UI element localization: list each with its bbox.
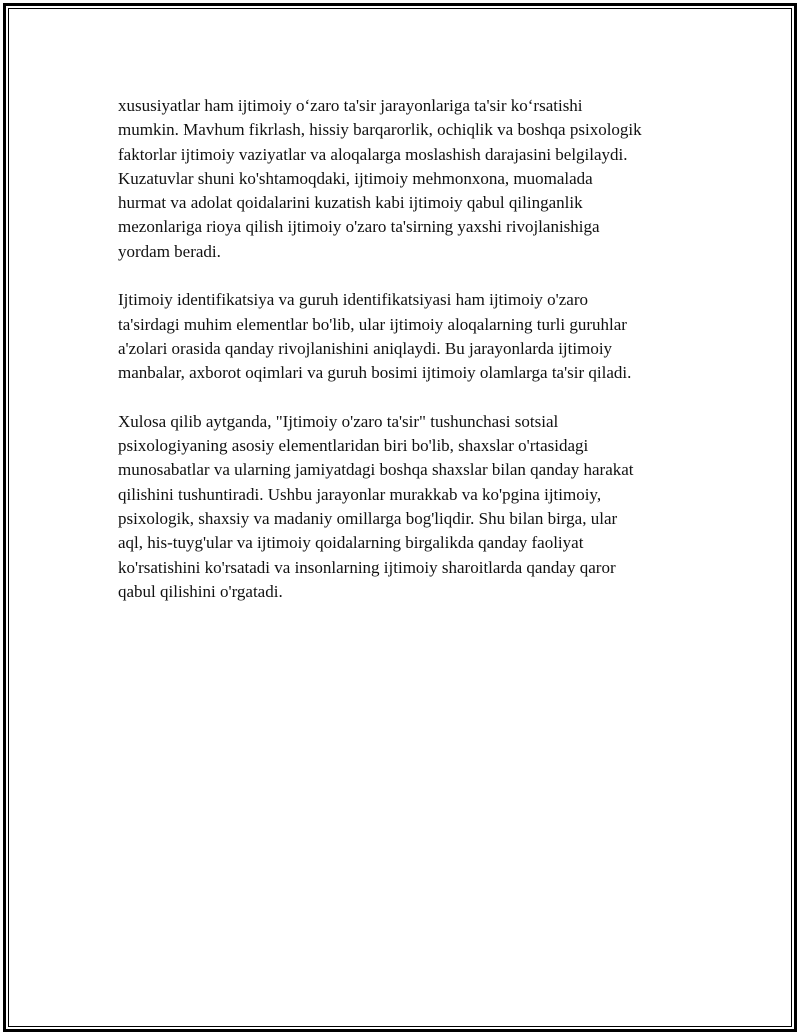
text-line: aql, his-tuyg'ular va ijtimoiy qoidalarning birgalikda qanday faoliyat [118,533,584,553]
text-line: mezonlariga rioya qilish ijtimoiy o'zaro ta'sirning yaxshi rivojlanishiga [118,217,600,237]
text-line: mumkin. Mavhum fikrlash, hissiy barqarorlik, ochiqlik va boshqa psixologik [118,120,642,140]
text-line: faktorlar ijtimoiy vaziyatlar va aloqalarga moslashish darajasini belgilaydi. [118,144,628,164]
text-line: psixologik, shaxsiy va madaniy omillarga bog'liqdir. Shu bilan birga, ular [118,509,618,529]
text-line: hurmat va adolat qoidalarini kuzatish kabi ijtimoiy qabul qilinganlik [118,193,583,213]
text-line: ta'sirdagi muhim elementlar bo'lib, ular ijtimoiy aloqalarning turli guruhlar [118,314,627,334]
paragraph-conclusion [118,410,718,604]
text-line: manbalar, axborot oqimlari va guruh bosimi ijtimoiy olamlarga ta'sir qiladi. [118,363,632,383]
text-line: xususiyatlar ham ijtimoiy o‘zaro ta'sir jarayonlariga ta'sir ko‘rsatishi [118,96,583,115]
text-line: psixologiyaning asosiy elementlaridan biri bo'lib, shaxslar o'rtasidagi [118,436,589,456]
document-body [118,94,718,629]
text-line: yordam beradi. [118,241,221,261]
text-line: qabul qilishini o'rgatadi. [118,581,283,601]
paragraph-identification [118,288,718,385]
text-line: ko'rsatishini ko'rsatadi va insonlarning ijtimoiy sharoitlarda qanday qaror [118,557,616,577]
text-line: Ijtimoiy identifikatsiya va guruh identifikatsiyasi ham ijtimoiy o'zaro [118,290,588,310]
text-line: Kuzatuvlar shuni ko'shtamoqdaki, ijtimoiy mehmonxona, muomalada [118,168,593,188]
text-line: Xulosa qilib aytganda, "Ijtimoiy o'zaro ta'sir" tushunchasi sotsial [118,411,559,431]
text-line: munosabatlar va ularning jamiyatdagi boshqa shaxslar bilan qanday harakat [118,460,634,480]
text-line: a'zolari orasida qanday rivojlanishini aniqlaydi. Bu jarayonlarda ijtimoiy [118,338,613,358]
paragraph-personality-factors [118,94,718,264]
text-line: qilishini tushuntiradi. Ushbu jarayonlar murakkab va ko'pgina ijtimoiy, [118,484,602,504]
